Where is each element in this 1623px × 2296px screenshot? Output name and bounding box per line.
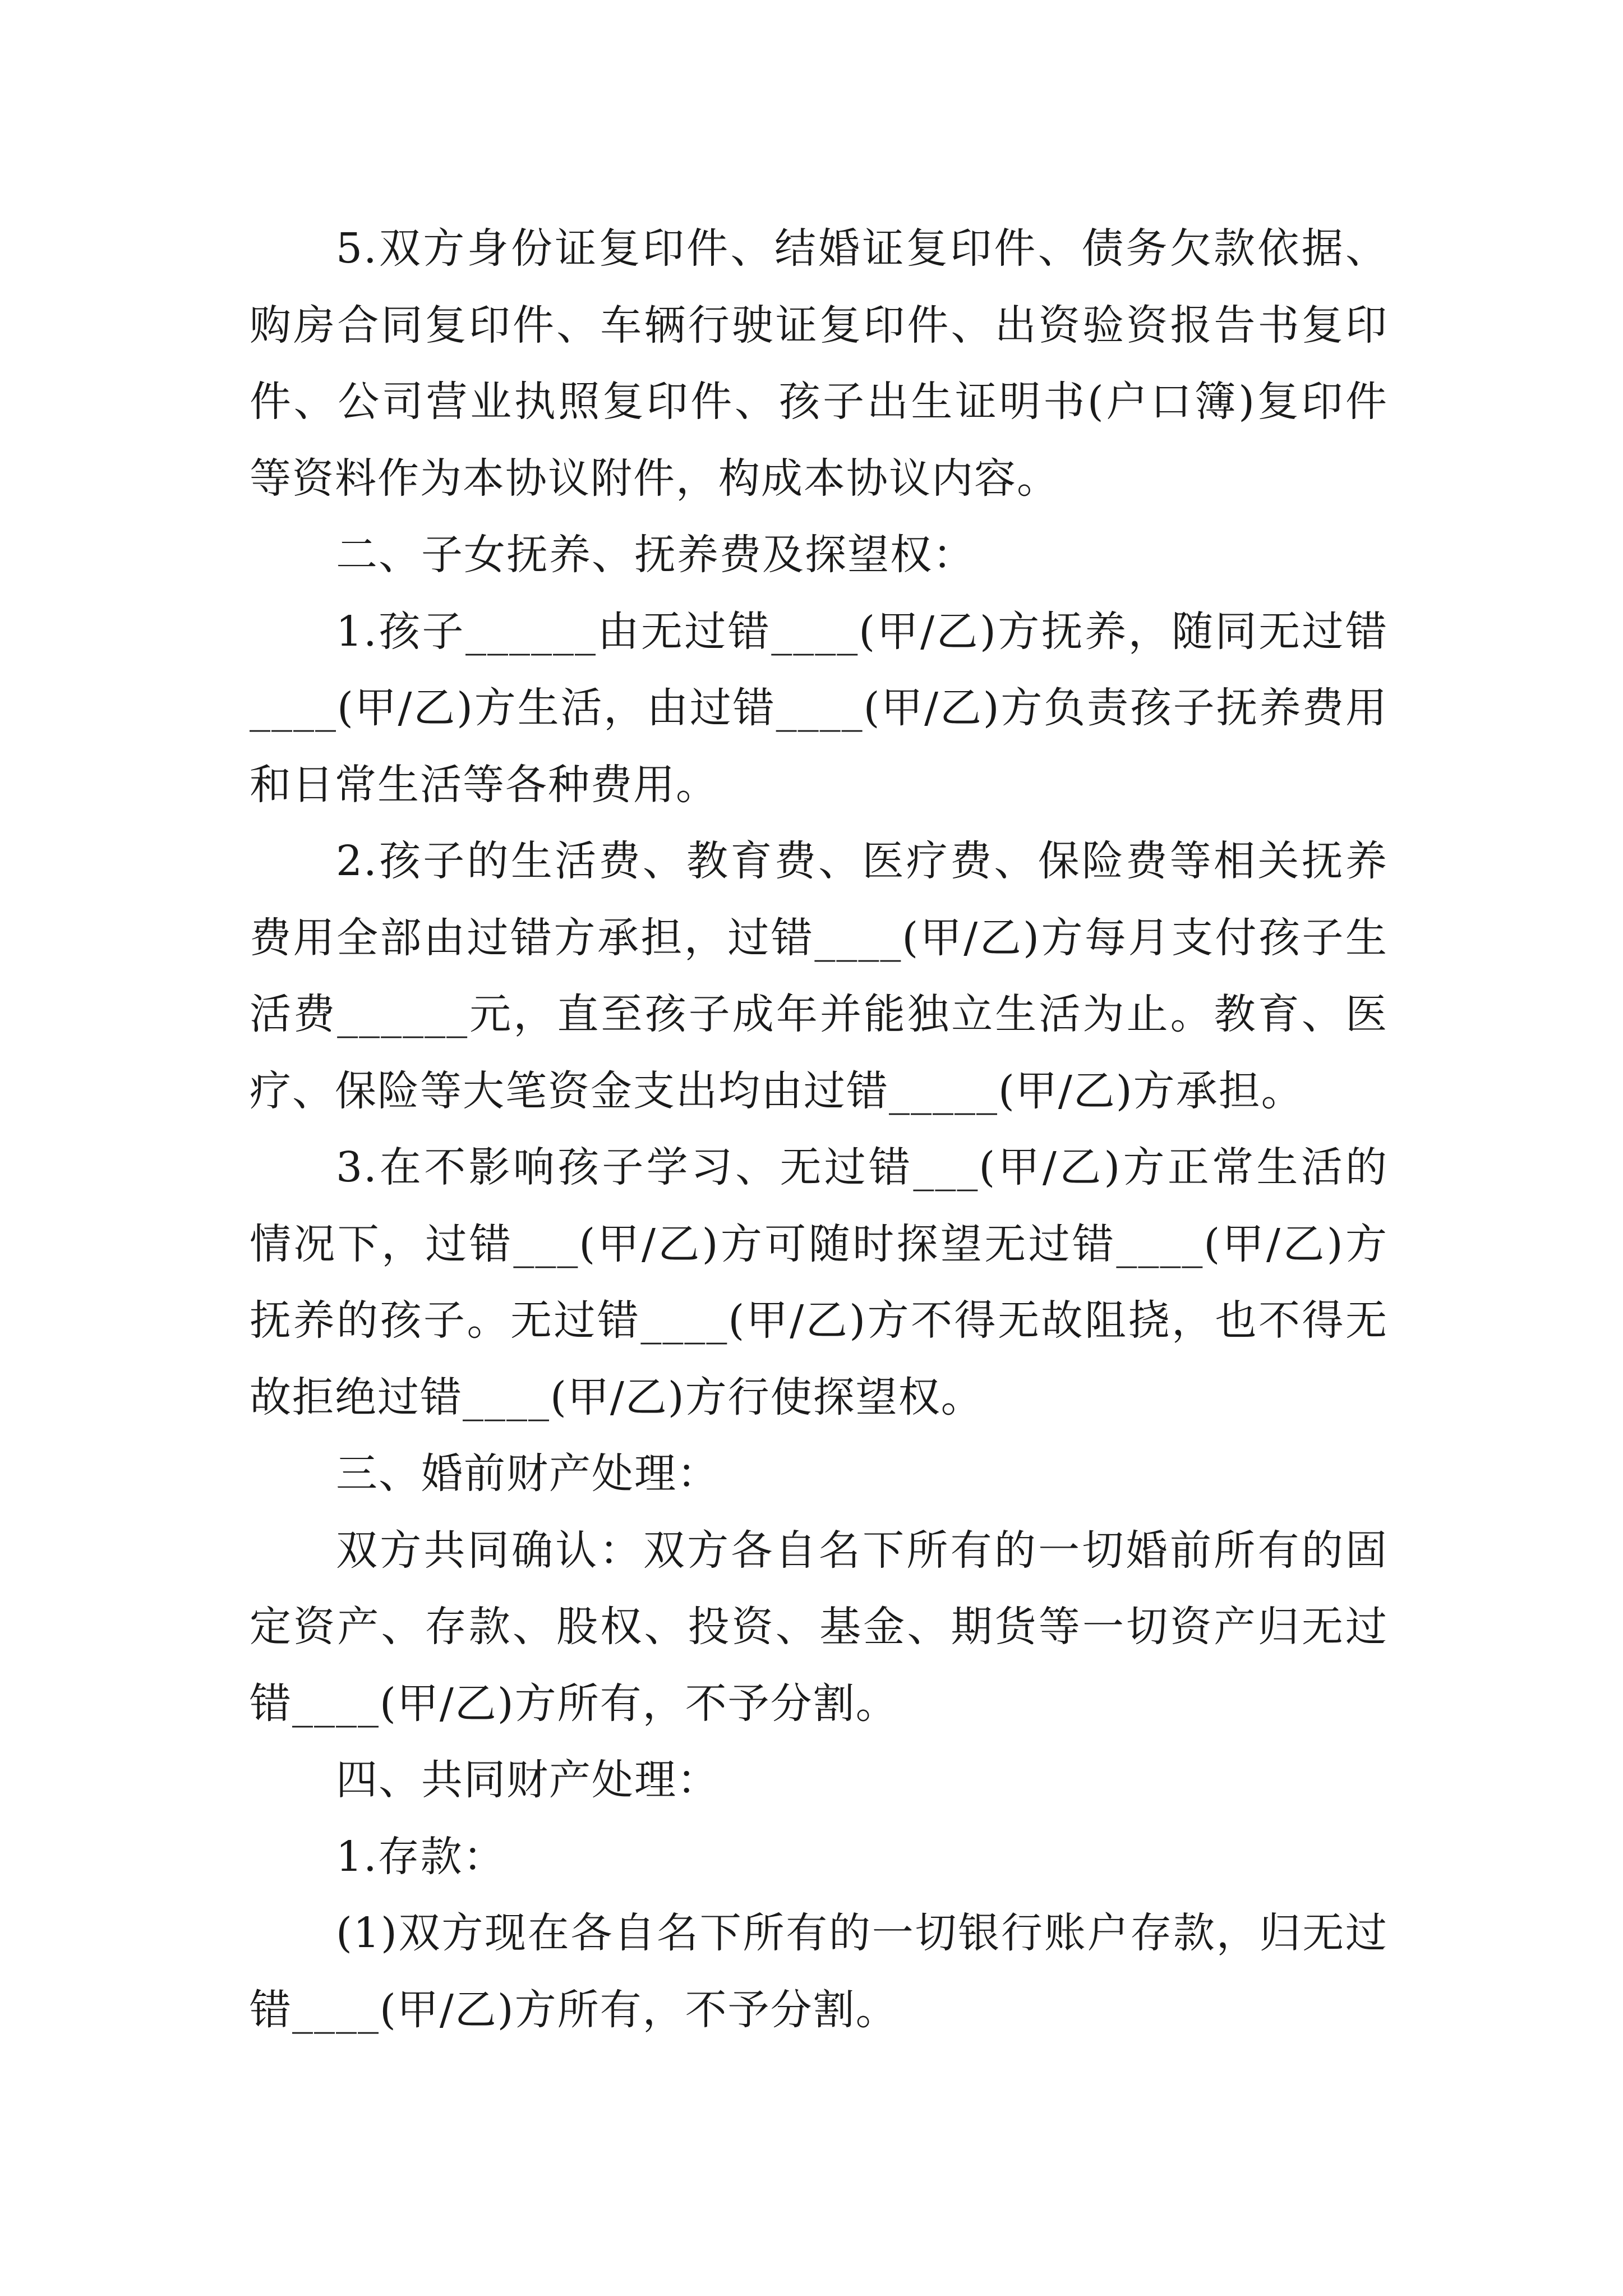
paragraph-attachments: 5.双方身份证复印件、结婚证复印件、债务欠款依据、购房合同复印件、车辆行驶证复印件、出资验资报告书复印件、公司营业执照复印件、孩子出生证明书(户口簿)复印件等资料作为本协议附件，构成本协议内容。 <box>250 224 1388 503</box>
paragraph-child-support: 2.孩子的生活费、教育费、医疗费、保险费等相关抚养费用全部由过错方承担，过错____(甲/乙)方每月支付孩子生活费______元，直至孩子成年并能独立生活为止。教育、医疗、保险等大笔资金支出均由过错_____(甲/乙)方承担。 <box>250 837 1388 1115</box>
section-heading-joint-property: 四、共同财产处理： <box>336 1756 720 1804</box>
paragraph-visitation: 3.在不影响孩子学习、无过错___(甲/乙)方正常生活的情况下，过错___(甲/乙)方可随时探望无过错____(甲/乙)方抚养的孩子。无过错____(甲/乙)方不得无故阻挠，也不得无故拒绝过错____(甲/乙)方行使探望权。 <box>250 1143 1388 1421</box>
section-heading-premarital-property: 三、婚前财产处理： <box>336 1450 720 1498</box>
paragraph-bank-deposits: (1)双方现在各自名下所有的一切银行账户存款，归无过错____(甲/乙)方所有，不予分割。 <box>250 1909 1388 2034</box>
section-heading-child-custody: 二、子女抚养、抚养费及探望权： <box>336 531 975 579</box>
subheading-deposits: 1.存款： <box>336 1832 506 1881</box>
document-body <box>250 210 1388 2048</box>
paragraph-premarital-property: 双方共同确认：双方各自名下所有的一切婚前所有的固定资产、存款、股权、投资、基金、期货等一切资产归无过错____(甲/乙)方所有，不予分割。 <box>250 1526 1388 1728</box>
paragraph-custody: 1.孩子______由无过错____(甲/乙)方抚养，随同无过错____(甲/乙)方生活，由过错____(甲/乙)方负责孩子抚养费用和日常生活等各种费用。 <box>250 607 1388 809</box>
